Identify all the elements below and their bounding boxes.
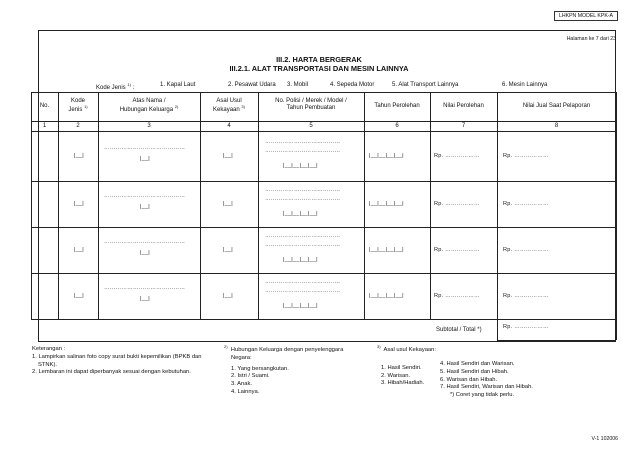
kode-jenis: Kode Jenis $^{1)}$ : [96, 82, 135, 91]
kode-jenis-box[interactable]: |__| [74, 201, 84, 207]
col-header-nilai-perolehan: Nilai Perolehan [443, 103, 484, 109]
kode-jenis-item: 5. Alat Transport Lainnya [392, 82, 459, 88]
nilai-perolehan-field[interactable]: Rp. ……………… [434, 153, 480, 159]
col-header-nilai-jual: Nilai Jual Saat Pelaporan [522, 103, 591, 109]
col-number: 7 [461, 123, 466, 129]
merek-field[interactable]: ………………………………… [265, 288, 341, 294]
col-header-asal-usul: Asal Usul Kekayaan $^{3)}$ [213, 98, 245, 114]
notes-asal-usul: $^{3)}$ Asal usul Kekayaan: 1. Hasil Sendiri. 2. Warisan. 3. Hibah/Hadiah. [377, 344, 436, 387]
col-number: 2 [76, 123, 80, 129]
col-number: 1 [42, 123, 47, 129]
kode-jenis-box[interactable]: |__| [74, 293, 84, 299]
tahun-pembuatan-boxes[interactable]: |__|__|__|__| [283, 303, 318, 309]
asal-usul-box[interactable]: |__| [223, 293, 233, 299]
atas-nama-field[interactable]: …………………………………… [104, 239, 186, 245]
tahun-pembuatan-boxes[interactable]: |__|__|__|__| [283, 163, 318, 169]
page-label: Halaman ke 7 dari 23 [566, 36, 616, 42]
col-number: 3 [147, 123, 151, 129]
tahun-pembuatan-boxes[interactable]: |__|__|__|__| [283, 257, 318, 263]
nilai-jual-field[interactable]: Rp. ……………… [503, 201, 549, 207]
nilai-jual-field[interactable]: Rp. ……………… [503, 247, 549, 253]
version-label: V-1 102006 [591, 436, 618, 442]
merek-field[interactable]: ………………………………… [265, 242, 341, 248]
tahun-perolehan-boxes[interactable]: |__|__|__|__| [369, 293, 404, 299]
col-header-polisi: No. Polisi / Merek / Model / Tahun Pembuatan [275, 98, 347, 112]
atas-nama-field[interactable]: …………………………………… [104, 285, 186, 291]
col-number: 6 [395, 123, 399, 129]
col-number: 8 [554, 123, 559, 129]
nilai-perolehan-field[interactable]: Rp. ……………… [434, 247, 480, 253]
model-label: LHKPN MODEL KPK-A [554, 11, 618, 21]
col-header-no: No. [39, 103, 50, 109]
kode-jenis-item: 6. Mesin Lainnya [502, 82, 548, 88]
col-number: 5 [309, 123, 313, 129]
hubungan-box[interactable]: |__| [140, 250, 150, 256]
kode-jenis-item: 2. Pesawat Udara [228, 82, 276, 88]
merek-field[interactable]: ………………………………… [265, 196, 341, 202]
nilai-jual-field[interactable]: Rp. ……………… [503, 293, 549, 299]
section-title: III.2. HARTA BERGERAK [276, 55, 362, 64]
merek-field[interactable]: ………………………………… [265, 148, 341, 154]
col-header-tahun-perolehan: Tahun Perolehan [374, 103, 420, 109]
polisi-field[interactable]: ………………………………… [265, 187, 341, 193]
asal-usul-box[interactable]: |__| [223, 201, 233, 207]
kode-jenis-item: 4. Sepeda Motor [330, 82, 375, 88]
asal-usul-box[interactable]: |__| [223, 153, 233, 159]
subtotal-label: Subtotal / Total *) [436, 327, 482, 333]
polisi-field[interactable]: ………………………………… [265, 279, 341, 285]
subtotal-field[interactable]: Rp. ……………… [503, 324, 549, 330]
col-number: 4 [227, 123, 231, 129]
tahun-perolehan-boxes[interactable]: |__|__|__|__| [369, 247, 404, 253]
hubungan-box[interactable]: |__| [140, 204, 150, 210]
hubungan-box[interactable]: |__| [140, 156, 150, 162]
kode-jenis-box[interactable]: |__| [74, 153, 84, 159]
col-header-kode-jenis: Kode Jenis $^{1)}$ [68, 98, 88, 114]
tahun-perolehan-boxes[interactable]: |__|__|__|__| [369, 201, 404, 207]
kode-jenis-item: 3. Mobil [287, 82, 309, 88]
subsection-title: III.2.1. ALAT TRANSPORTASI DAN MESIN LAINNYA [229, 64, 409, 73]
nilai-jual-field[interactable]: Rp. ……………… [503, 153, 549, 159]
notes-hubungan: $^{2)}$ Hubungan Keluarga dengan penyelenggara Negara: 1. Yang bersangkutan. 2. Istri / Suami. 3. Anak. 4. Lainnya. [224, 344, 344, 395]
tahun-perolehan-boxes[interactable]: |__|__|__|__| [369, 153, 404, 159]
polisi-field[interactable]: ………………………………… [265, 233, 341, 239]
notes-asal-usul-2: 4. Hasil Sendiri dan Warisan. 5. Hasil Sendiri dan Hibah. 6. Warisan dan Hibah. 7. Hasil Sendiri, Warisan dan Hibah. *) Coret yang tidak perlu. [440, 361, 533, 399]
kode-jenis-item: 1. Kapal Laut [160, 82, 196, 88]
atas-nama-field[interactable]: …………………………………… [104, 145, 186, 151]
nilai-perolehan-field[interactable]: Rp. ……………… [434, 201, 480, 207]
nilai-perolehan-field[interactable]: Rp. ……………… [434, 293, 480, 299]
notes-keterangan: Keterangan : 1. Lampirkan salinan foto copy surat bukti kepemilikan (BPKB dan STNK). 2. Lembaran ini dapat diperbanyak sesuai dengan kebutuhan. [32, 346, 202, 376]
polisi-field[interactable]: ………………………………… [265, 139, 341, 145]
asal-usul-box[interactable]: |__| [223, 247, 233, 253]
kode-jenis-box[interactable]: |__| [74, 247, 84, 253]
atas-nama-field[interactable]: …………………………………… [104, 193, 186, 199]
tahun-pembuatan-boxes[interactable]: |__|__|__|__| [283, 211, 318, 217]
hubungan-box[interactable]: |__| [140, 296, 150, 302]
col-header-atas-nama: Atas Nama / Hubungan Keluarga $^{2)}$ [119, 98, 179, 114]
